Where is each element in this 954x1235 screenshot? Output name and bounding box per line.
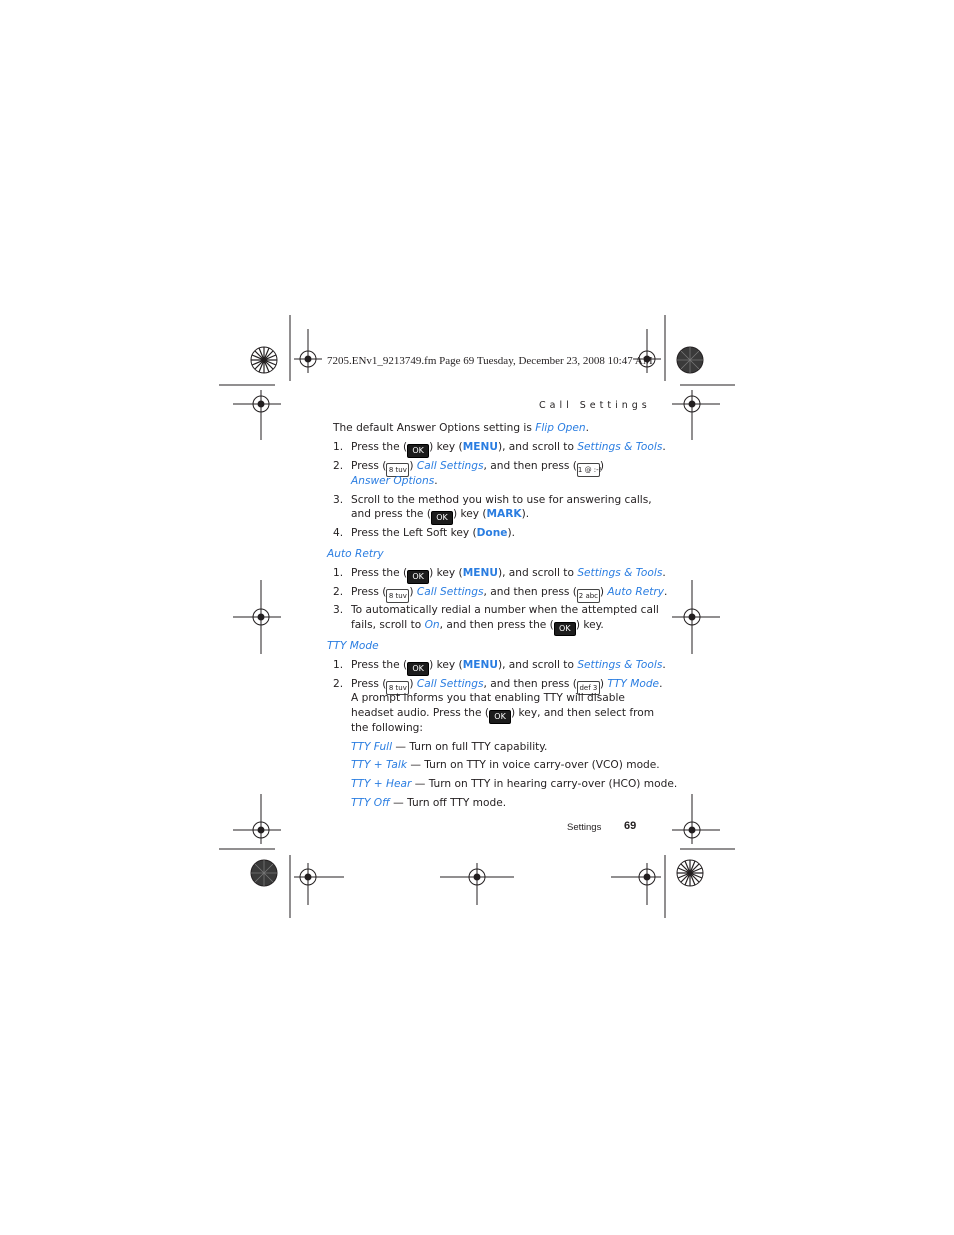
page-number: 69 bbox=[624, 820, 637, 832]
section-heading-auto-retry: Auto Retry bbox=[327, 548, 384, 560]
tty-step-2-line-4: the following: bbox=[351, 722, 423, 734]
tty-option-off: TTY Off — Turn off TTY mode. bbox=[351, 797, 507, 809]
auto-retry-step-3-line-2: fails, scroll to On, and then press the ( OK ) key. bbox=[351, 618, 604, 636]
8-key-icon: 8 tuv bbox=[386, 463, 409, 477]
2-key-icon: 2 abc bbox=[577, 589, 600, 603]
starburst-bottom-left bbox=[251, 860, 277, 886]
step-number: 3. bbox=[333, 604, 344, 616]
answer-step-3-line-2: and press the ( OK ) key (MARK). bbox=[351, 507, 529, 525]
intro-line: The default Answer Options setting is Flip Open. bbox=[333, 422, 590, 434]
step-number: 2. bbox=[333, 678, 344, 690]
1-key-icon: 1 @ :-! bbox=[577, 463, 600, 477]
8-key-icon: 8 tuv bbox=[386, 681, 409, 695]
step-number: 2. bbox=[333, 586, 344, 598]
step-number: 1. bbox=[333, 659, 344, 671]
answer-step-3: Scroll to the method you wish to use for answering calls, bbox=[351, 494, 652, 506]
tty-option-full: TTY Full — Turn on full TTY capability. bbox=[351, 741, 548, 753]
3-key-icon: def 3 bbox=[577, 681, 600, 695]
tty-step-2: Press ( 8 tuv ) Call Settings, and then press ( def 3 ) TTY Mode. bbox=[351, 677, 662, 695]
8-key-icon: 8 tuv bbox=[386, 589, 409, 603]
step-number: 1. bbox=[333, 567, 344, 579]
step-number: 2. bbox=[333, 460, 344, 472]
footer-section-label: Settings bbox=[567, 822, 602, 833]
flip-open-link: Flip Open bbox=[535, 422, 586, 434]
tty-option-hear: TTY + Hear — Turn on TTY in hearing carry-over (HCO) mode. bbox=[351, 778, 678, 790]
ok-key-icon: OK bbox=[407, 570, 429, 584]
starburst-top-left bbox=[251, 347, 277, 373]
tty-step-2-line-3: headset audio. Press the ( OK ) key, and then select from bbox=[351, 706, 654, 724]
tty-option-talk: TTY + Talk — Turn on TTY in voice carry-over (VCO) mode. bbox=[351, 759, 660, 771]
ok-key-icon: OK bbox=[554, 622, 576, 636]
starburst-top-right bbox=[677, 347, 703, 373]
file-slug: 7205.ENv1_9213749.fm Page 69 Tuesday, December 23, 2008 10:47 AM bbox=[327, 355, 653, 367]
answer-step-2-line-2: Answer Options. bbox=[351, 475, 438, 487]
section-heading-tty-mode: TTY Mode bbox=[327, 640, 379, 652]
step-number: 3. bbox=[333, 494, 344, 506]
tty-step-1: Press the ( OK ) key (MENU), and scroll to Settings & Tools. bbox=[351, 658, 666, 676]
ok-key-icon: OK bbox=[407, 662, 429, 676]
answer-step-1: Press the ( OK ) key (MENU), and scroll to Settings & Tools. bbox=[351, 440, 666, 458]
answer-step-4: Press the Left Soft key (Done). bbox=[351, 527, 515, 539]
ok-key-icon: OK bbox=[407, 444, 429, 458]
running-header: Call Settings bbox=[539, 400, 651, 411]
step-number: 4. bbox=[333, 527, 344, 539]
auto-retry-step-3: To automatically redial a number when the attempted call bbox=[351, 604, 659, 616]
tty-step-2-line-2: A prompt informs you that enabling TTY will disable bbox=[351, 692, 625, 704]
ok-key-icon: OK bbox=[489, 710, 511, 724]
auto-retry-step-1: Press the ( OK ) key (MENU), and scroll to Settings & Tools. bbox=[351, 566, 666, 584]
ok-key-icon: OK bbox=[431, 511, 453, 525]
step-number: 1. bbox=[333, 441, 344, 453]
starburst-bottom-right bbox=[677, 860, 703, 886]
answer-step-2: Press ( 8 tuv ) Call Settings, and then press (1 @ :-!) bbox=[351, 459, 604, 477]
auto-retry-step-2: Press ( 8 tuv ) Call Settings, and then press ( 2 abc ) Auto Retry. bbox=[351, 585, 667, 603]
